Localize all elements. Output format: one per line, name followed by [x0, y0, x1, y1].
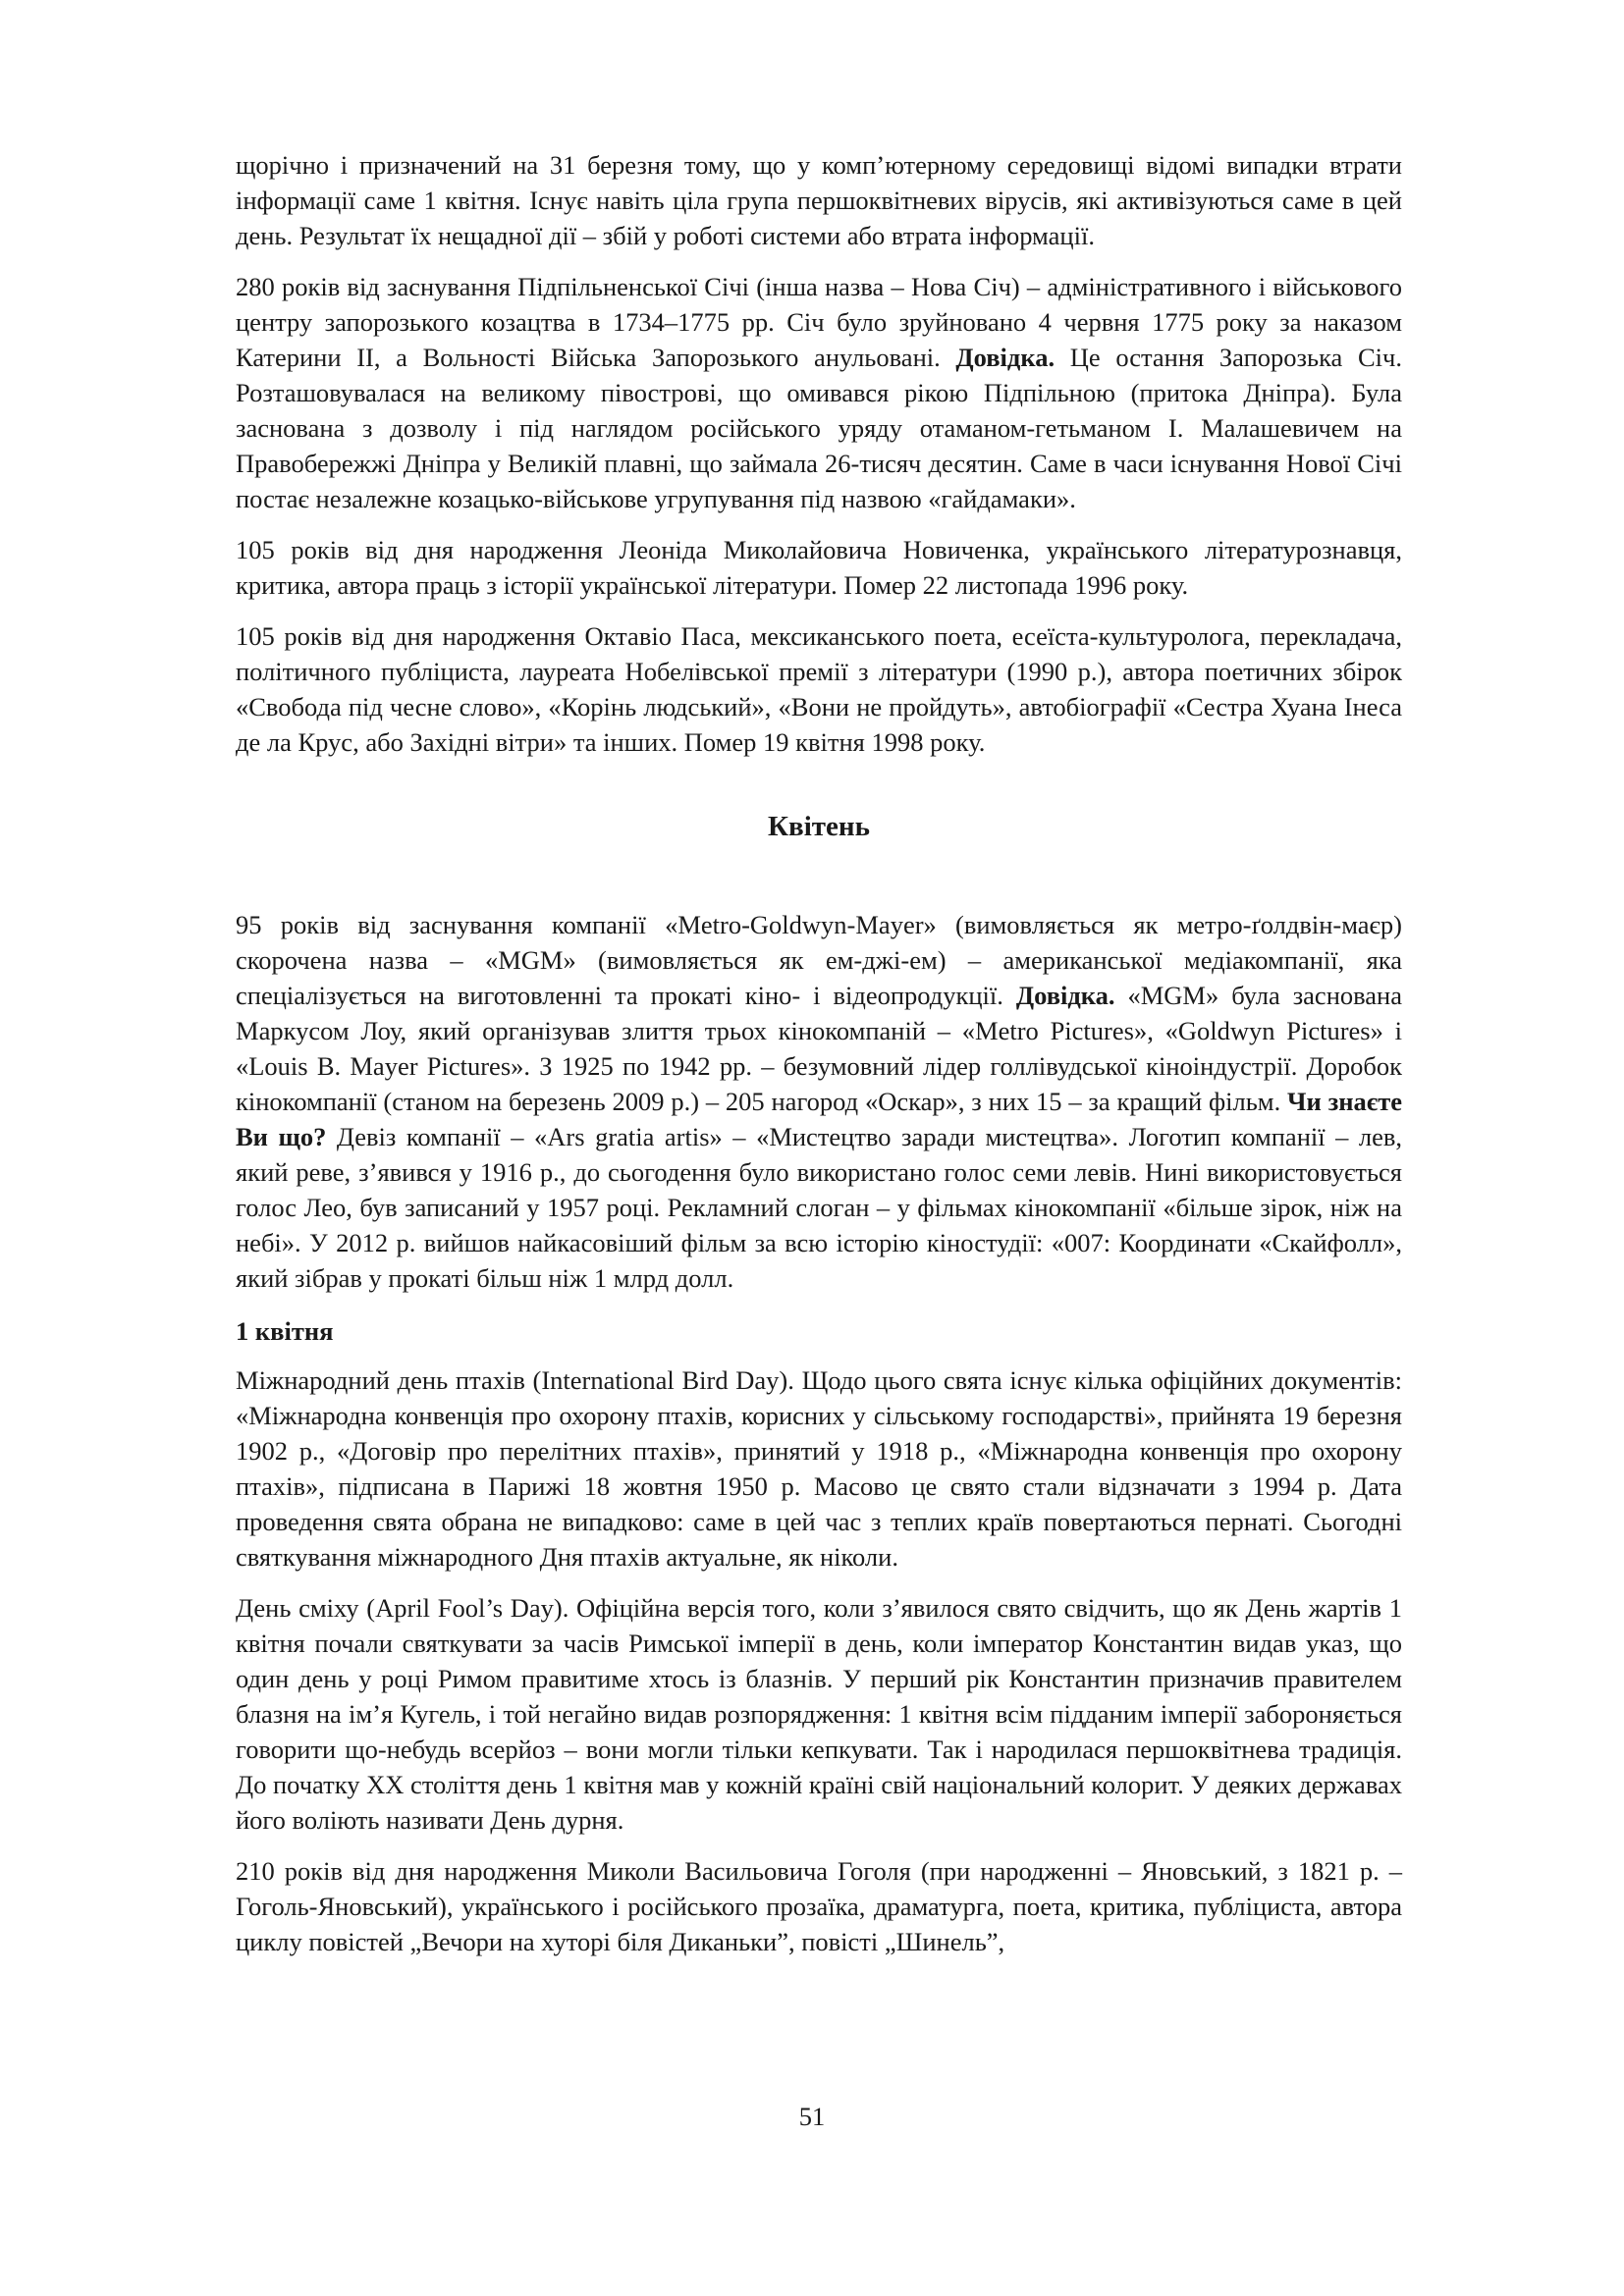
page-content — [236, 147, 1402, 1975]
paragraph-bird-day — [236, 1362, 1402, 1575]
paragraph-nova-sich — [236, 269, 1402, 516]
paragraph-text: «MGM» була заснована Маркусом Лоу, який організував злиття трьох кінокомпаній – «Metro Pictures», «Goldwyn Pictures» і «Louis B. Mayer Pictures». З 1925 по 1942 рр. – безумовний лідер голлівудської кіноіндустрії. Доробок кінокомпанії (станом на березень 2009 р.) – 205 нагород «Оскар», з них 15 – за кращий фільм. — [236, 981, 1402, 1116]
paragraph-novychenko — [236, 532, 1402, 603]
paragraph-text: 280 років від заснування Підпільненської Січі (інша назва – Нова Січ) – адміністративного і військового центру запорозького козацтва в 1734–1775 рр. Січ було зруйновано 4 червня 1775 року за наказом Катерини II, а Вольності Війська Запорозького анульовані. — [236, 272, 1402, 372]
paragraph-text: 105 років від дня народження Октавіо Паса, мексиканського поета, есеїста-культуролога, перекладача, політичного публіциста, лауреата Нобелівської премії з літератури (1990 р.), автора поетичних збірок «Свобода під чесне слово», «Корінь людський», «Вони не пройдуть», автобіографії «Сестра Хуана Інеса де ла Крус, або Західні вітри» та інших. Помер 19 квітня 1998 року. — [236, 621, 1402, 757]
paragraph-mgm — [236, 907, 1402, 1296]
paragraph-computer-viruses — [236, 147, 1402, 253]
paragraph-text: Девіз компанії – «Ars gratia artis» – «Мистецтво заради мистецтва». Логотип компанії – лев, який реве, з’явився у 1916 р., до сьогодення було використано голос семи левів. Нині використовується голос Лео, був записаний у 1957 році. Рекламний слоган – у фільмах кінокомпанії «більше зірок, ніж на небі». У 2012 р. вийшов найкасовіший фільм за всю історію кіностудії: «007: Координати «Скайфолл», який зібрав у прокаті більш ніж 1 млрд долл. — [236, 1122, 1402, 1293]
section-heading-april: Квітень — [768, 811, 870, 842]
paragraph-text: 105 років від дня народження Леоніда Миколайовича Новиченка, українського літературознавця, критика, автора праць з історії української літератури. Помер 22 листопада 1996 року. — [236, 535, 1402, 600]
paragraph-text: щорічно і призначений на 31 березня тому, що у комп’ютерному середовищі відомі випадки втрати інформації саме 1 квітня. Існує навіть ціла група першоквітневих вірусів, які активізуються саме в цей день. Результат їх нещадної дії – збій у роботі системи або втрата інформації. — [236, 150, 1402, 250]
paragraph-text: День сміху (April Fool’s Day). Офіційна версія того, коли з’явилося свято свідчить, що як День жартів 1 квітня почали святкувати за часів Римської імперії в день, коли імператор Константин видав указ, що один день у році Римом правитиме хтось із блазнів. У перший рік Константин призначив правителем блазня на ім’я Кугель, і той негайно видав розпорядження: 1 квітня всім підданим імперії забороняється говорити що-небудь всерйоз – вони могли тільки кепкувати. Так і народилася першоквітнева традиція. До початку XX століття день 1 квітня мав у кожній країні свій національний колорит. У деяких державах його воліють називати День дурня. — [236, 1593, 1402, 1835]
paragraph-text: 95 років від заснування компанії «Metro-Goldwyn-Mayer» (вимовляється як метро-ґолдвін-маєр) скорочена назва – «MGM» (вимовляється як ем-джі-ем) – американської медіакомпанії, яка спеціалізується на виготовленні та прокаті кіно- і відеопродукції. — [236, 910, 1402, 1010]
paragraph-text: Це остання Запорозька Січ. Розташовувалася на великому півострові, що омивався рікою Підпільною (притока Дніпра). Була заснована з дозволу і під наглядом російського уряду отаманом-гетьманом І. Малашевичем на Правобережжі Дніпра у Великій плавні, що займала 26-тисяч десятин. Саме в часи існування Нової Січі постає незалежне козацько-військове угрупування під назвою «гайдамаки». — [236, 343, 1402, 513]
paragraph-octavio-paz — [236, 618, 1402, 760]
page-number: 51 — [798, 2102, 826, 2131]
paragraph-text: Міжнародний день птахів (International Bird Day). Щодо цього свята існує кілька офіційних документів: «Міжнародна конвенція про охорону птахів, корисних у сільському господарстві», прийнята 19 березня 1902 р., «Договір про перелітних птахів», принятий у 1918 р., «Міжнародна конвенція про охорону птахів», підписана в Парижі 18 жовтня 1950 р. Масово це свято стали відзначати з 1994 р. Дата проведення свята обрана не випадково: саме в цей час з теплих країв повертаються пернаті. Сьогодні святкування міжнародного Дня птахів актуальне, як ніколи. — [236, 1365, 1402, 1572]
did-you-know-label: Чи знаєте Ви що? — [236, 1087, 1402, 1151]
note-label: Довідка. — [1015, 981, 1115, 1010]
paragraph-april-fools — [236, 1590, 1402, 1838]
paragraph-gogol — [236, 1853, 1402, 1959]
note-label: Довідка. — [955, 343, 1056, 372]
date-heading-april-1: 1 квітня — [236, 1316, 334, 1346]
paragraph-text: 210 років від дня народження Миколи Васильовича Гоголя (при народженні – Яновський, з 1821 р. – Гоголь-Яновський), українського і російського прозаїка, драматурга, поета, критика, публіциста, автора циклу повістей „Вечори на хуторі біля Диканьки”, повісті „Шинель”, — [236, 1856, 1402, 1956]
